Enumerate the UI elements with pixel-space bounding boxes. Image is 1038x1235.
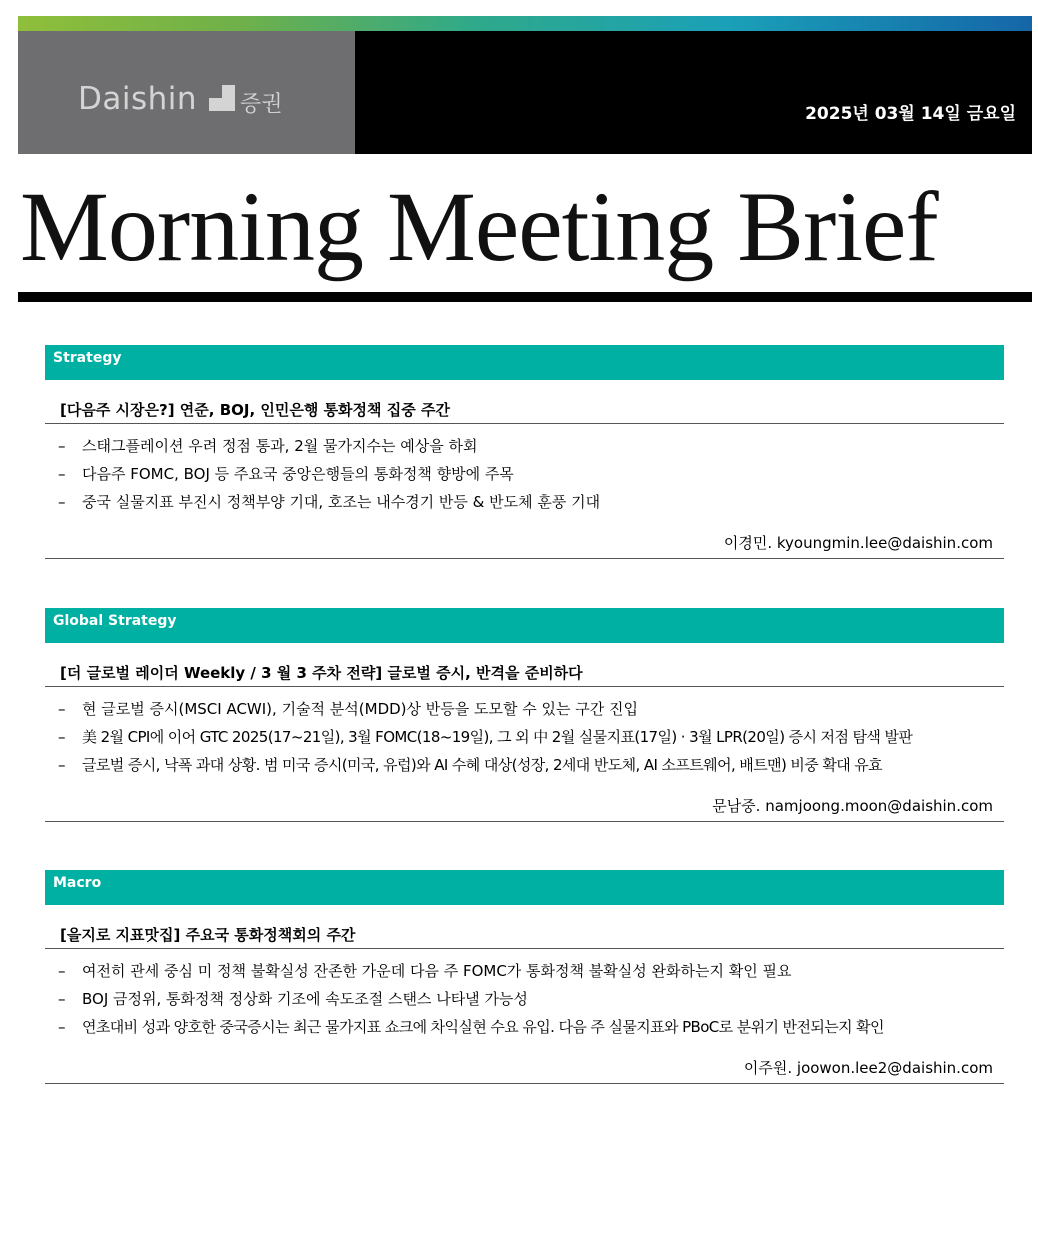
bullet-dash: – <box>58 756 65 774</box>
header-gradient-strip <box>18 16 1032 31</box>
author-contact[interactable]: 이경민. kyoungmin.lee@daishin.com <box>45 528 1004 559</box>
section-macro <box>45 870 1004 1084</box>
report-date: 2025년 03월 14일 금요일 <box>805 104 1016 124</box>
list-item <box>45 1013 1004 1041</box>
bullet-text: 연초대비 성과 양호한 중국증시는 최근 물가지표 쇼크에 차익실현 수요 유입. 다음 주 실물지표와 PBoC로 분위기 반전되는지 확인 <box>82 1018 884 1036</box>
bullet-dash: – <box>58 493 66 511</box>
section-headline[interactable]: [다음주 시장은?] 연준, BOJ, 인민은행 통화정책 집중 주간 <box>45 397 1004 424</box>
list-item <box>45 751 1004 779</box>
section-category: Global Strategy <box>45 608 1004 643</box>
bullet-dash: – <box>58 962 66 980</box>
bullet-list <box>45 695 1004 779</box>
bullet-text: BOJ 금정위, 통화정책 정상화 기조에 속도조절 스탠스 나타낼 가능성 <box>82 990 528 1008</box>
list-item <box>45 460 1004 488</box>
list-item <box>45 432 1004 460</box>
section-headline[interactable]: [을지로 지표맛집] 주요국 통화정책회의 주간 <box>45 922 1004 949</box>
list-item <box>45 985 1004 1013</box>
logo-box <box>18 31 355 154</box>
title-divider <box>18 292 1032 302</box>
list-item <box>45 723 1004 751</box>
bullet-dash: – <box>58 700 66 718</box>
bullet-list <box>45 432 1004 516</box>
list-item <box>45 957 1004 985</box>
bullet-text: 美 2월 CPI에 이어 GTC 2025(17~21일), 3월 FOMC(18~19일), 그 외 中 2월 실물지표(17일) · 3월 LPR(20일) 증시 저점 탐색 발판 <box>82 728 913 746</box>
section-strategy <box>45 345 1004 559</box>
bullet-dash: – <box>58 1018 65 1036</box>
logo-square-icon <box>209 85 235 111</box>
section-category: Strategy <box>45 345 1004 380</box>
bullet-text: 여전히 관세 중심 미 정책 불확실성 잔존한 가운데 다음 주 FOMC가 통화정책 불확실성 완화하는지 확인 필요 <box>82 962 792 980</box>
author-contact[interactable]: 문남중. namjoong.moon@daishin.com <box>45 791 1004 822</box>
bullet-list <box>45 957 1004 1041</box>
logo-subtext: 증권 <box>240 92 283 117</box>
bullet-dash: – <box>58 728 65 746</box>
list-item <box>45 695 1004 723</box>
section-headline[interactable]: [더 글로벌 레이더 Weekly / 3 월 3 주차 전략] 글로벌 증시, 반격을 준비하다 <box>45 660 1004 687</box>
bullet-text: 현 글로벌 증시(MSCI ACWI), 기술적 분석(MDD)상 반등을 도모할 수 있는 구간 진입 <box>82 700 639 718</box>
logo-text: Daishin <box>78 81 198 117</box>
bullet-dash: – <box>58 437 66 455</box>
list-item <box>45 488 1004 516</box>
section-global-strategy <box>45 608 1004 822</box>
bullet-text: 다음주 FOMC, BOJ 등 주요국 중앙은행들의 통화정책 향방에 주목 <box>82 465 514 483</box>
header-banner <box>18 31 1032 154</box>
bullet-text: 글로벌 증시, 낙폭 과대 상황. 범 미국 증시(미국, 유럽)와 AI 수혜 대상(성장, 2세대 반도체, AI 소프트웨어, 배트맨) 비중 확대 유효 <box>82 756 883 774</box>
bullet-text: 스태그플레이션 우려 정점 통과, 2월 물가지수는 예상을 하회 <box>82 437 478 455</box>
page-title: Morning Meeting Brief <box>20 171 938 282</box>
bullet-text: 중국 실물지표 부진시 정책부양 기대, 호조는 내수경기 반등 & 반도체 훈풍 기대 <box>82 493 601 511</box>
bullet-dash: – <box>58 990 66 1008</box>
bullet-dash: – <box>58 465 66 483</box>
section-category: Macro <box>45 870 1004 905</box>
author-contact[interactable]: 이주원. joowon.lee2@daishin.com <box>45 1053 1004 1084</box>
